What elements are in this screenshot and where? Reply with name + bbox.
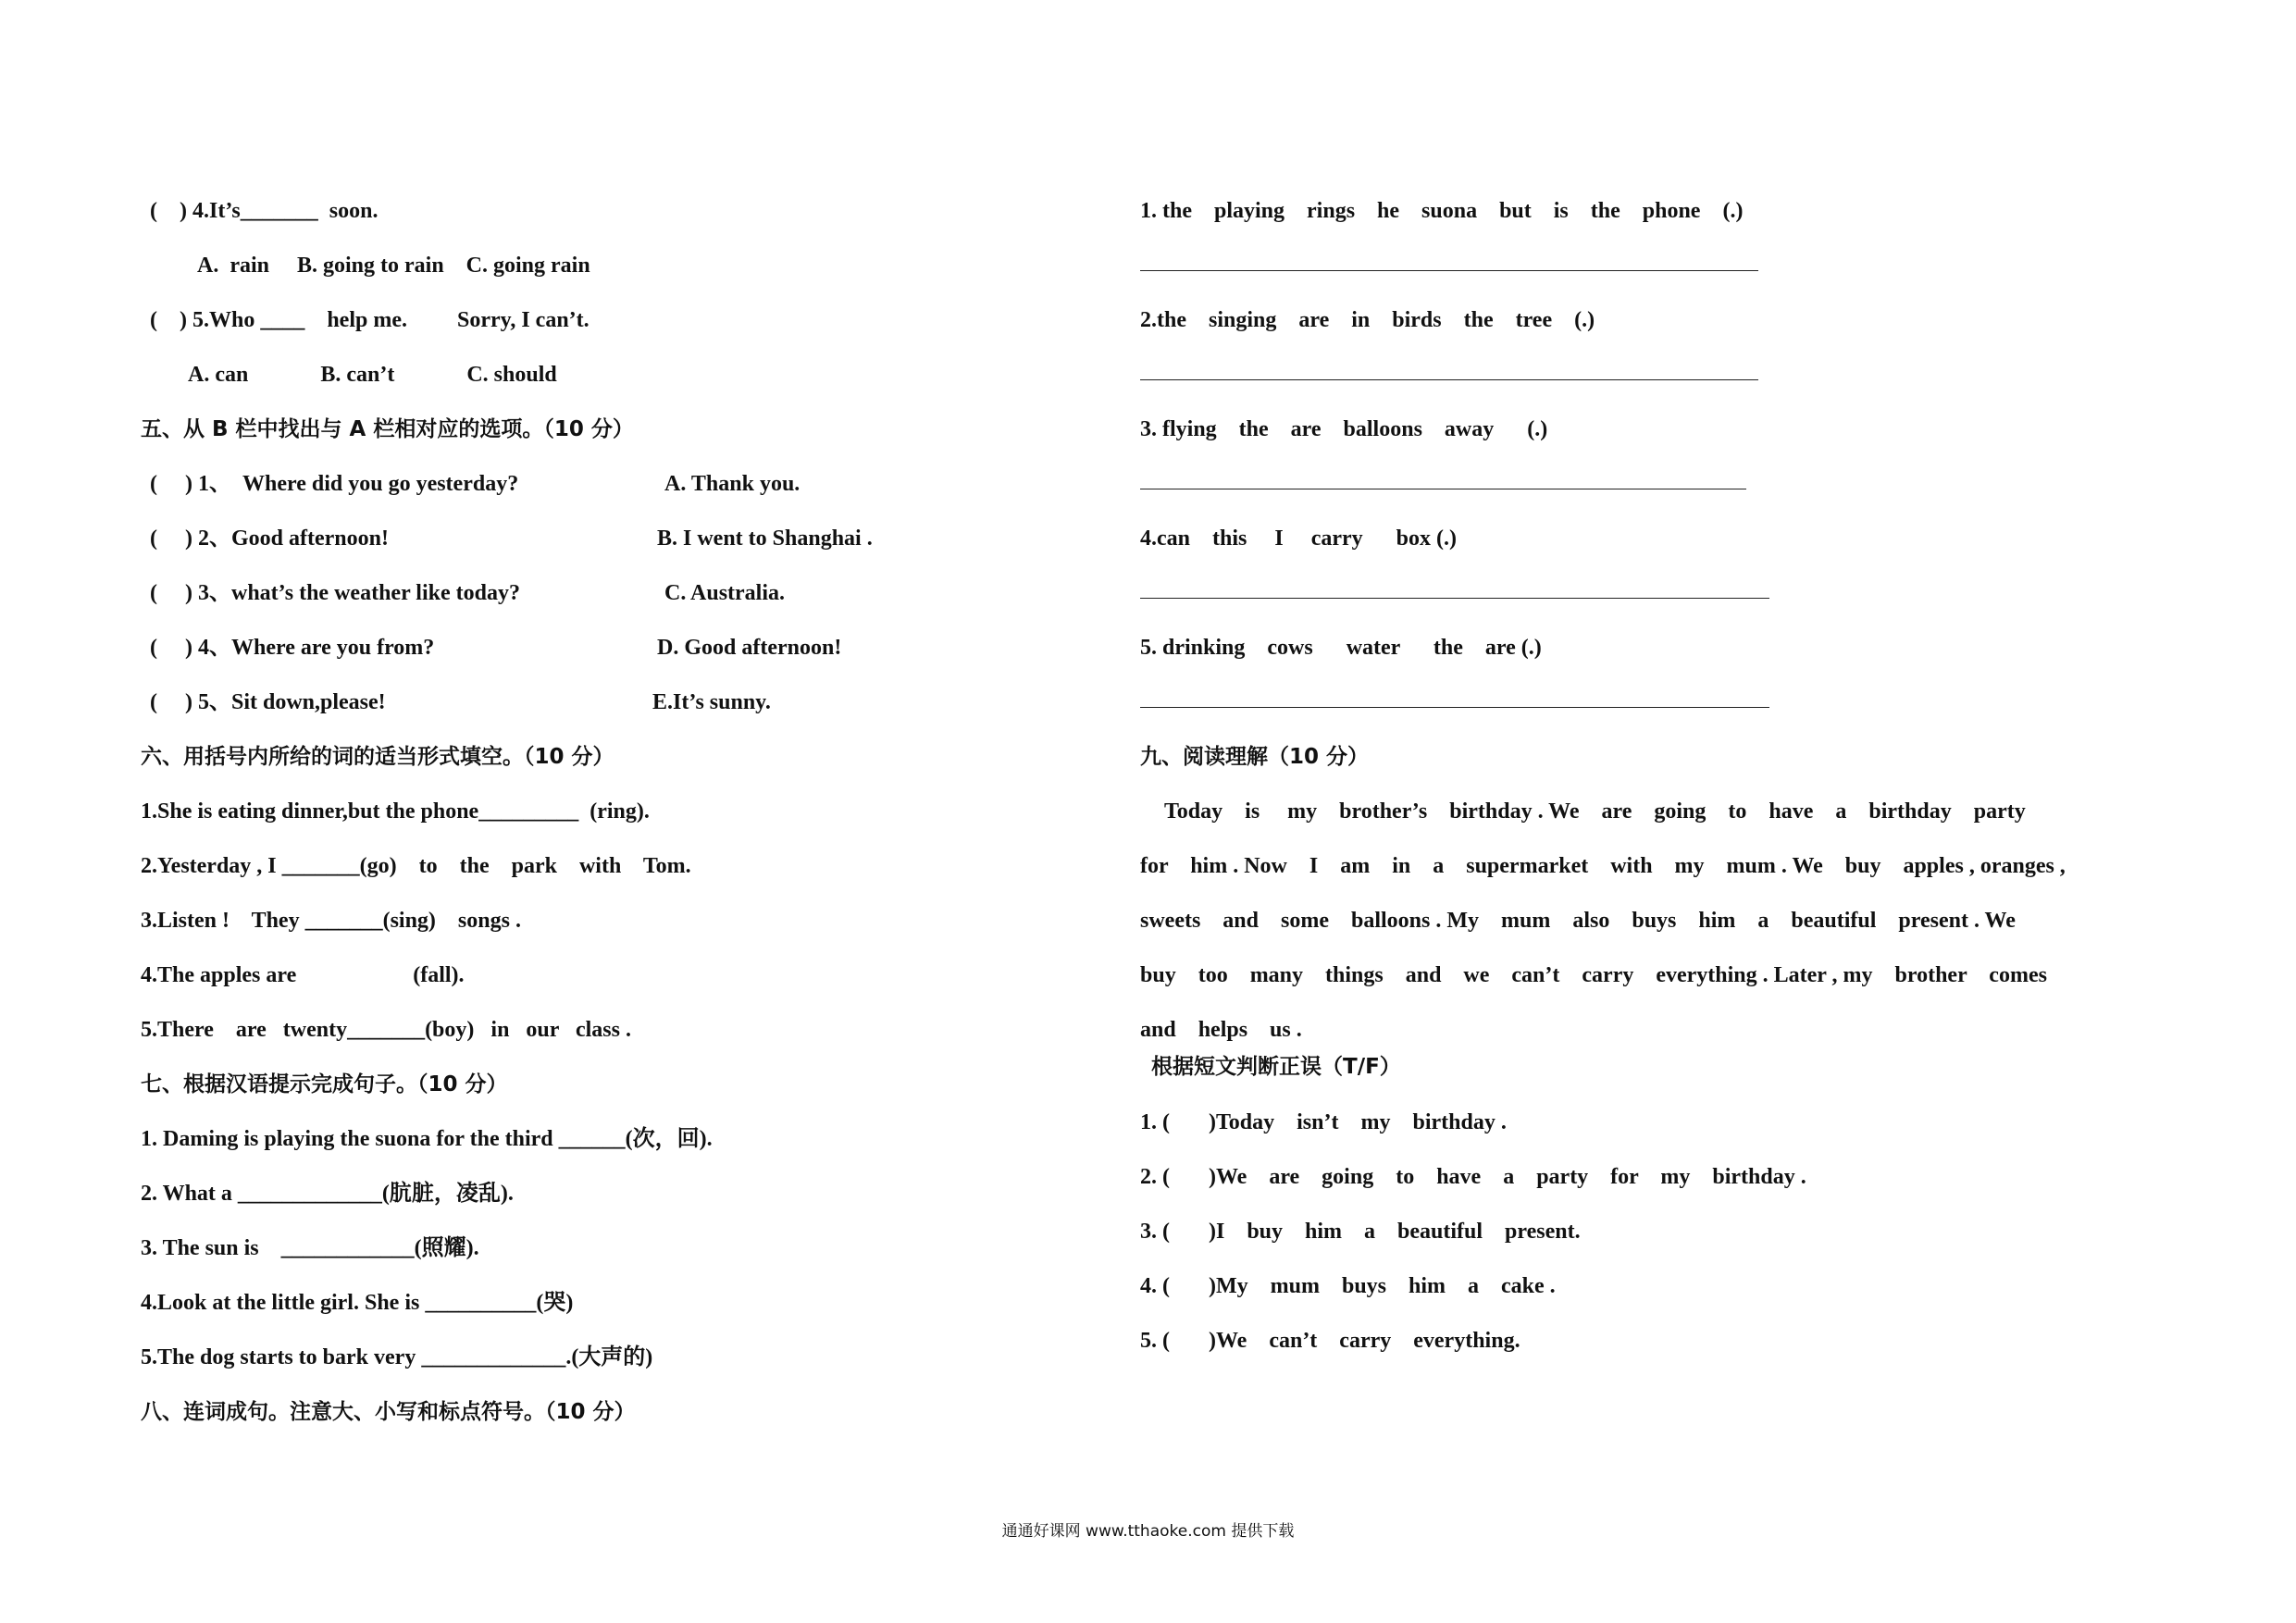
section-7-title: 七、根据汉语提示完成句子。（10 分）: [141, 1072, 508, 1096]
answer-line: [1140, 270, 1758, 271]
answer-line: [1140, 707, 1769, 708]
complete-item: 2. What a _____________(肮脏，凌乱).: [141, 1182, 514, 1206]
answer-line: [1140, 379, 1758, 380]
fill-item: 5.There are twenty_______(boy) in our class .: [141, 1018, 631, 1042]
section-9-title: 九、阅读理解（10 分）: [1140, 745, 1370, 769]
fill-item: 2.Yesterday , I _______(go) to the park with Tom.: [141, 854, 691, 878]
complete-item: 3. The sun is ____________(照耀).: [141, 1236, 479, 1260]
match-row-b: D. Good afternoon!: [657, 636, 842, 660]
match-row-b: E.It’s sunny.: [652, 690, 771, 714]
reading-passage-line: for him . Now I am in a supermarket with my mum . We buy apples , oranges ,: [1140, 854, 2066, 878]
footer-source: 通通好课网 www.tthaoke.com 提供下载: [1001, 1522, 1295, 1541]
match-row-b: C. Australia.: [664, 581, 786, 605]
true-false-subtitle: 根据短文判断正误（T/F）: [1151, 1055, 1401, 1079]
true-false-item: 2. ( )We are going to have a party for my birthday .: [1140, 1165, 1806, 1189]
match-row-a: ( ) 4、Where are you from?: [150, 636, 435, 660]
complete-item: 4.Look at the little girl. She is __________(哭): [141, 1291, 574, 1315]
reading-passage-line: Today is my brother’s birthday . We are going to have a birthday party: [1164, 799, 2026, 824]
question-5-options: A. can B. can’t C. should: [188, 363, 557, 387]
word-order-item: 5. drinking cows water the are (.): [1140, 636, 1542, 660]
fill-item: 4.The apples are (fall).: [141, 963, 465, 987]
reading-passage-line: sweets and some balloons . My mum also buys him a beautiful present . We: [1140, 909, 2016, 933]
fill-item: 1.She is eating dinner,but the phone_________ (ring).: [141, 799, 650, 824]
true-false-item: 5. ( )We can’t carry everything.: [1140, 1329, 1520, 1353]
complete-item: 5.The dog starts to bark very _____________.(大声的): [141, 1345, 653, 1369]
word-order-item: 3. flying the are balloons away (.): [1140, 417, 1548, 441]
reading-passage-line: buy too many things and we can’t carry everything . Later , my brother comes: [1140, 963, 2047, 987]
word-order-item: 4.can this I carry box (.): [1140, 527, 1457, 551]
match-row-a: ( ) 5、Sit down,please!: [150, 690, 386, 714]
fill-item: 3.Listen ! They _______(sing) songs .: [141, 909, 521, 933]
true-false-item: 4. ( )My mum buys him a cake .: [1140, 1274, 1556, 1298]
reading-passage-line: and helps us .: [1140, 1018, 1302, 1042]
question-4: ( ) 4.It’s_______ soon.: [150, 199, 379, 223]
section-6-title: 六、用括号内所给的词的适当形式填空。（10 分）: [141, 745, 614, 769]
section-8-title: 八、连词成句。注意大、小写和标点符号。（10 分）: [141, 1400, 636, 1424]
question-5: ( ) 5.Who ____ help me. Sorry, I can’t.: [150, 308, 590, 332]
true-false-item: 3. ( )I buy him a beautiful present.: [1140, 1220, 1581, 1244]
word-order-item: 1. the playing rings he suona but is the phone (.): [1140, 199, 1744, 223]
match-row-a: ( ) 2、Good afternoon!: [150, 527, 389, 551]
complete-item: 1. Daming is playing the suona for the third ______(次，回).: [141, 1127, 713, 1151]
match-row-a: ( ) 1、 Where did you go yesterday?: [150, 472, 519, 496]
question-4-options: A. rain B. going to rain C. going rain: [197, 254, 590, 278]
section-5-title: 五、从 B 栏中找出与 A 栏相对应的选项。（10 分）: [141, 417, 634, 441]
match-row-b: A. Thank you.: [664, 472, 800, 496]
word-order-item: 2.the singing are in birds the tree (.): [1140, 308, 1595, 332]
match-row-b: B. I went to Shanghai .: [657, 527, 873, 551]
match-row-a: ( ) 3、what’s the weather like today?: [150, 581, 520, 605]
answer-line: [1140, 598, 1769, 599]
true-false-item: 1. ( )Today isn’t my birthday .: [1140, 1110, 1507, 1134]
